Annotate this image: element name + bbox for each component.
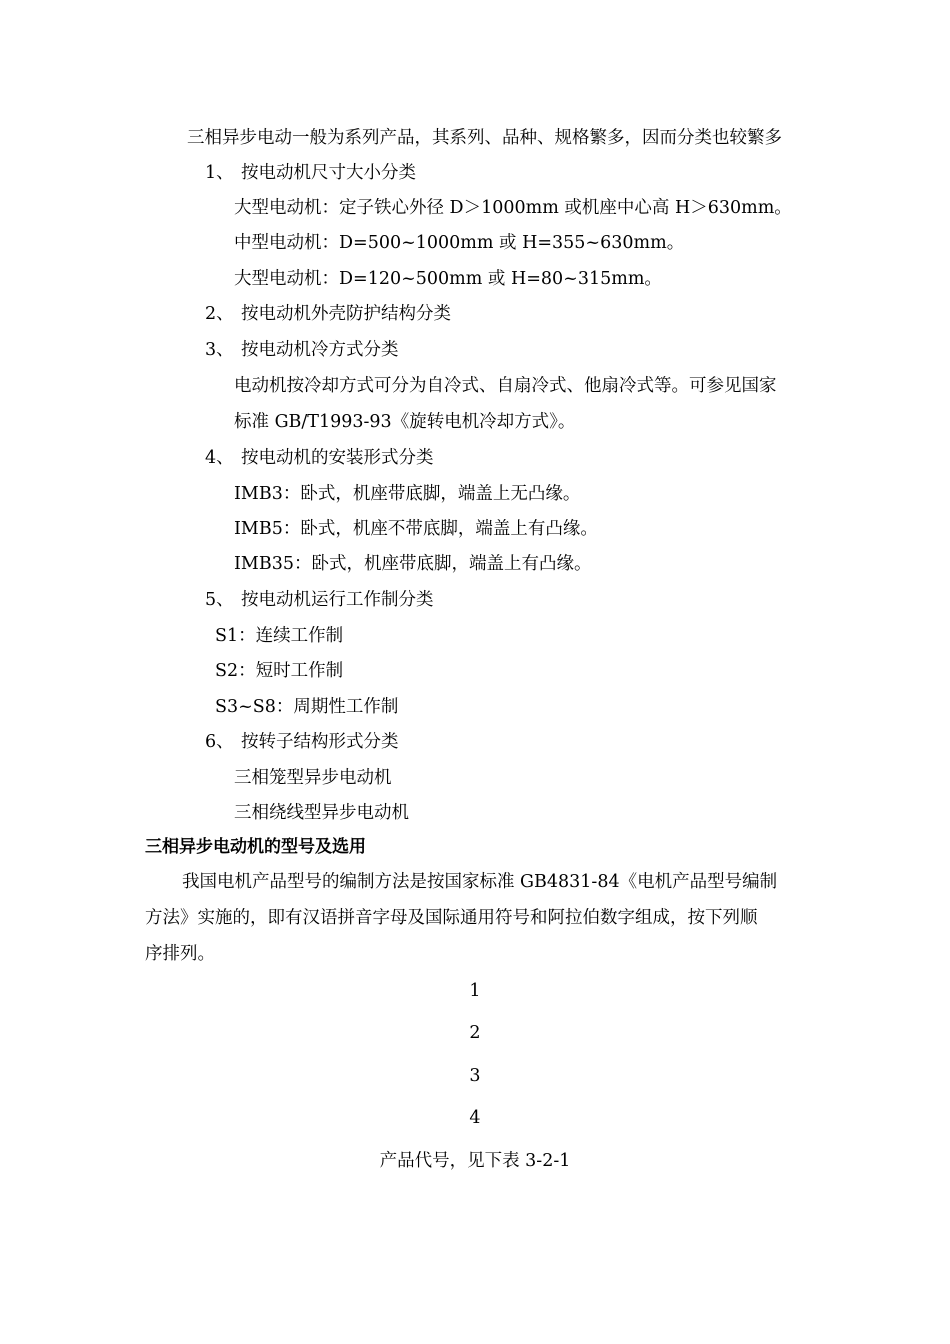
paragraph-line-3: 序排列。 bbox=[145, 944, 215, 964]
section-3-line-1: 电动机按冷却方式可分为自冷式、自扇冷式、他扇冷式等。可参见国家 bbox=[234, 376, 777, 396]
section-6-title: 按转子结构形式分类 bbox=[241, 732, 399, 752]
section-5-line-3: S3~S8：周期性工作制 bbox=[215, 697, 399, 717]
section-4-number: 4、 bbox=[205, 448, 234, 468]
diagram-number-2: 2 bbox=[469, 1023, 481, 1043]
section-5-line-1: S1：连续工作制 bbox=[215, 626, 344, 646]
section-6-line-1: 三相笼型异步电动机 bbox=[234, 768, 392, 788]
intro-text: 三相异步电动一般为系列产品，其系列、品种、规格繁多，因而分类也较繁多 bbox=[187, 128, 782, 148]
section-1-title: 按电动机尺寸大小分类 bbox=[241, 163, 416, 183]
paragraph-line-1: 我国电机产品型号的编制方法是按国家标准 GB4831-84《电机产品型号编制 bbox=[182, 872, 778, 892]
section-5-title: 按电动机运行工作制分类 bbox=[241, 590, 434, 610]
section-1-line-3: 大型电动机：D=120~500mm 或 H=80~315mm。 bbox=[234, 269, 662, 289]
section-6-number: 6、 bbox=[205, 732, 234, 752]
section-2-title: 按电动机外壳防护结构分类 bbox=[241, 304, 451, 324]
section-1-number: 1、 bbox=[205, 163, 234, 183]
section-6-line-2: 三相绕线型异步电动机 bbox=[234, 803, 409, 823]
section-5-line-2: S2：短时工作制 bbox=[215, 661, 344, 681]
section-4-title: 按电动机的安装形式分类 bbox=[241, 448, 434, 468]
diagram-number-4: 4 bbox=[469, 1108, 481, 1128]
diagram-number-3: 3 bbox=[469, 1066, 481, 1086]
section-3-line-2: 标准 GB/T1993-93《旋转电机冷却方式》。 bbox=[234, 412, 576, 432]
product-code-caption: 产品代号，见下表 3-2-1 bbox=[379, 1151, 571, 1171]
section-1-line-1: 大型电动机：定子铁心外径 D＞1000mm 或机座中心高 H＞630mm。 bbox=[234, 198, 792, 218]
paragraph-line-2: 方法》实施的，即有汉语拼音字母及国际通用符号和阿拉伯数字组成，按下列顺 bbox=[145, 908, 758, 928]
section-1-line-2: 中型电动机：D=500~1000mm 或 H=355~630mm。 bbox=[234, 233, 685, 253]
section-3-title: 按电动机冷方式分类 bbox=[241, 340, 399, 360]
section-4-line-1: IMB3：卧式，机座带底脚，端盖上无凸缘。 bbox=[234, 484, 581, 504]
section-3-number: 3、 bbox=[205, 340, 234, 360]
section-heading: 三相异步电动机的型号及选用 bbox=[145, 837, 366, 857]
section-5-number: 5、 bbox=[205, 590, 234, 610]
section-4-line-2: IMB5：卧式，机座不带底脚，端盖上有凸缘。 bbox=[234, 519, 598, 539]
section-4-line-3: IMB35：卧式，机座带底脚，端盖上有凸缘。 bbox=[234, 554, 592, 574]
diagram-number-1: 1 bbox=[469, 981, 481, 1001]
section-2-number: 2、 bbox=[205, 304, 234, 324]
